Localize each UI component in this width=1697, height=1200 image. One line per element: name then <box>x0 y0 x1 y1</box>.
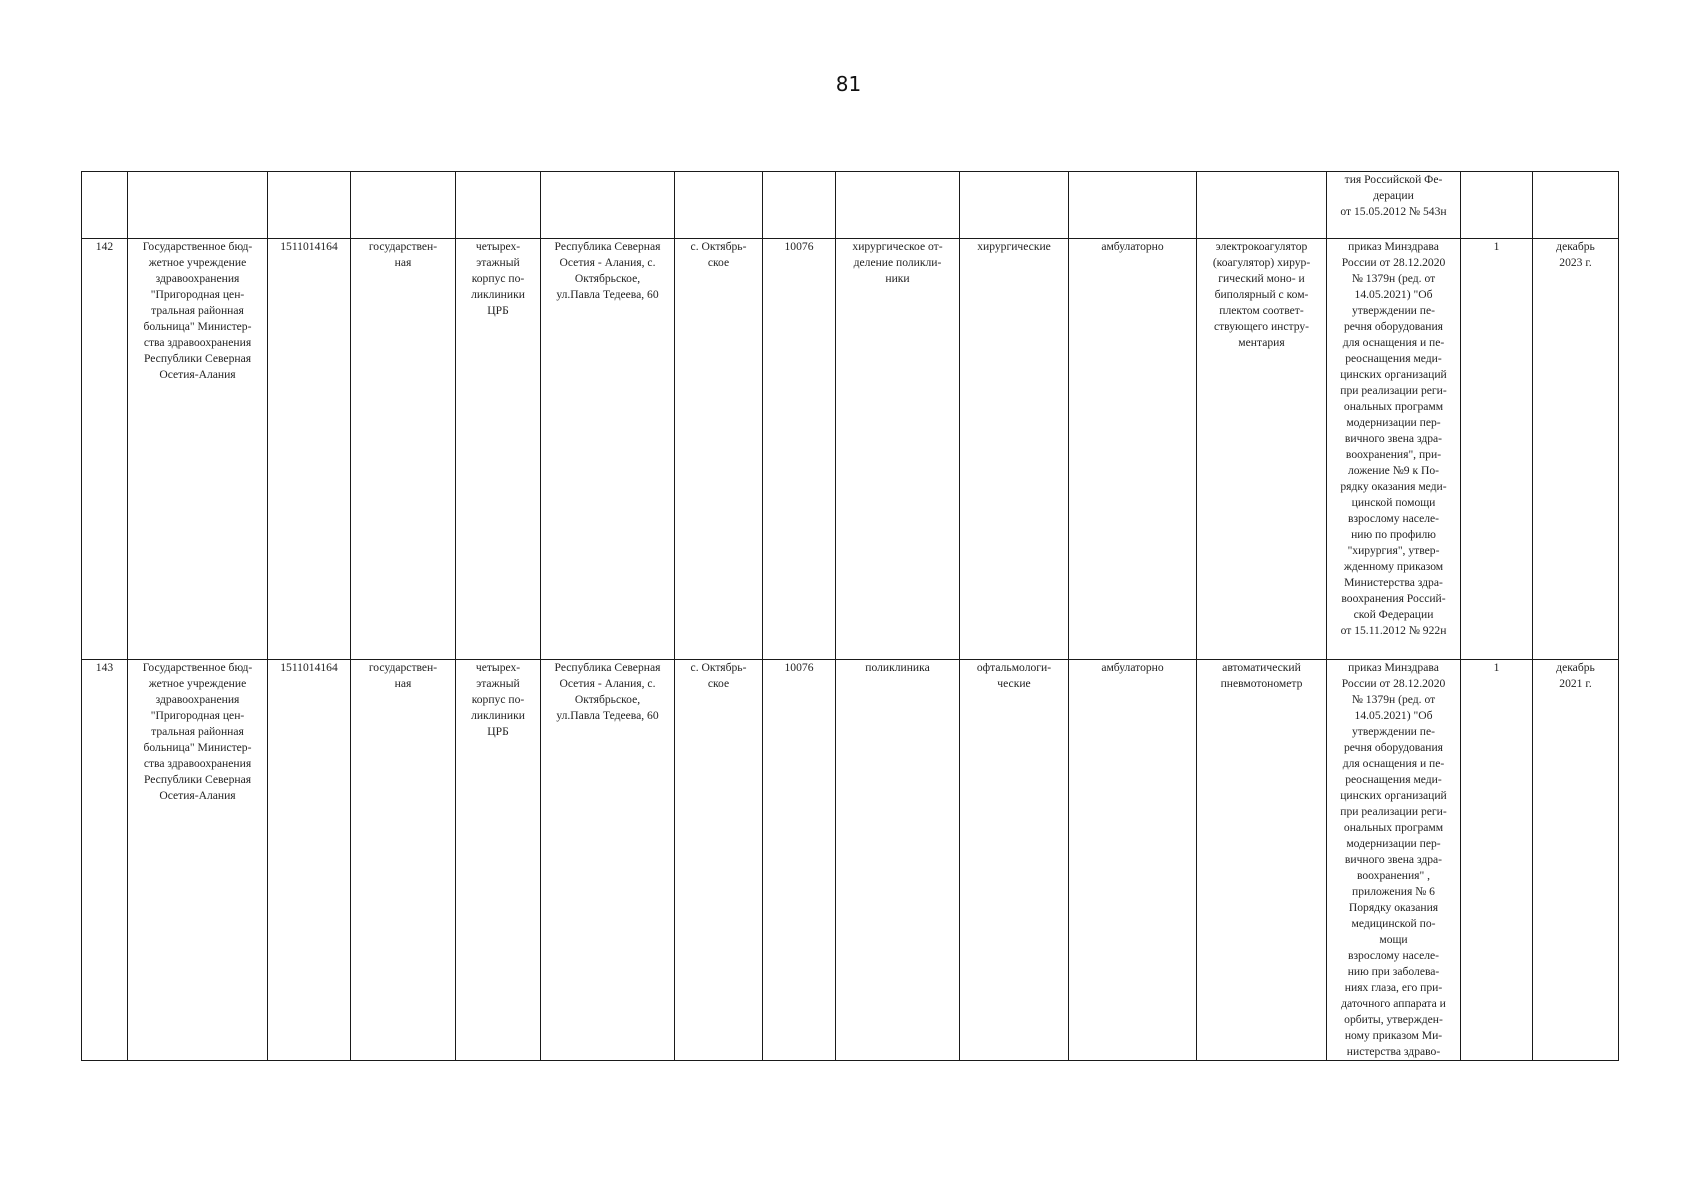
table-row <box>82 239 1619 660</box>
cell-address <box>541 172 675 239</box>
cell-legal-basis: приказ Минздрава России от 28.12.2020 № 1379н (ред. от 14.05.2021) "Об утверждении пе- речня оборудования для оснащения и пе- реоснащения меди- цинских организаций при реализации реги- ональных программ модернизации пер- вичного звена здра- воохранения", при- ложение №9 к По- рядку оказания меди- цинской помощи взрослому населе- нию по профилю "хирургия", утвер- жденному приказом Министерства здра- воохранения Россий- ской Федерации от 15.11.2012 № 922н <box>1327 239 1461 660</box>
table-row <box>82 660 1619 1061</box>
table-row-continuation <box>82 172 1619 239</box>
cell-legal-basis: тия Российской Фе- дерации от 15.05.2012 № 543н <box>1327 172 1461 239</box>
cell-legal-basis: приказ Минздрава России от 28.12.2020 № 1379н (ред. от 14.05.2021) "Об утверждении пе- речня оборудования для оснащения и пе- реоснащения меди- цинских организаций при реализации реги- ональных программ модернизации пер- вичного звена здра- воохранения" , приложения № 6 Порядку оказания медицинской по- мощи взрослому населе- нию при заболева- ниях глаза, его при- даточного аппарата и орбиты, утвержден- ному приказом Ми- нистерства здраво- <box>1327 660 1461 1061</box>
cell-care-conditions: амбулаторно <box>1069 660 1197 1061</box>
cell-address: Республика Северная Осетия - Алания, с. Октябрьское, ул.Павла Тедеева, 60 <box>541 660 675 1061</box>
cell-building: четырех- этажный корпус по- ликлиники ЦРБ <box>456 239 541 660</box>
cell-num <box>82 172 128 239</box>
cell-quantity <box>1461 172 1533 239</box>
cell-num: 143 <box>82 660 128 1061</box>
cell-population: 10076 <box>763 660 836 1061</box>
cell-deadline <box>1533 172 1619 239</box>
cell-care-conditions <box>1069 172 1197 239</box>
cell-address: Республика Северная Осетия - Алания, с. Октябрьское, ул.Павла Тедеева, 60 <box>541 239 675 660</box>
cell-department: поликлиника <box>836 660 960 1061</box>
cell-inn <box>268 172 351 239</box>
cell-deadline: декабрь 2023 г. <box>1533 239 1619 660</box>
cell-population <box>763 172 836 239</box>
cell-deadline: декабрь 2021 г. <box>1533 660 1619 1061</box>
cell-settlement: с. Октябрь- ское <box>675 660 763 1061</box>
cell-organization: Государственное бюд- жетное учреждение здравоохранения "Пригородная цен- тральная районная больница" Министер- ства здравоохранения Республики Северная Осетия-Алания <box>128 239 268 660</box>
cell-department: хирургическое от- деление поликли- ники <box>836 239 960 660</box>
cell-profile: хирургические <box>960 239 1069 660</box>
cell-care-conditions: амбулаторно <box>1069 239 1197 660</box>
cell-department <box>836 172 960 239</box>
cell-inn: 1511014164 <box>268 239 351 660</box>
cell-profile: офтальмологи- ческие <box>960 660 1069 1061</box>
cell-organization: Государственное бюд- жетное учреждение здравоохранения "Пригородная цен- тральная районная больница" Министер- ства здравоохранения Республики Северная Осетия-Алания <box>128 660 268 1061</box>
cell-building <box>456 172 541 239</box>
cell-quantity: 1 <box>1461 239 1533 660</box>
cell-equipment: автоматический пневмотонометр <box>1197 660 1327 1061</box>
cell-building: четырех- этажный корпус по- ликлиники ЦРБ <box>456 660 541 1061</box>
cell-equipment: электрокоагулятор (коагулятор) хирур- гический моно- и биполярный с ком- плектом соответ- ствующего инстру- ментария <box>1197 239 1327 660</box>
cell-profile <box>960 172 1069 239</box>
cell-ownership: государствен- ная <box>351 660 456 1061</box>
cell-inn: 1511014164 <box>268 660 351 1061</box>
cell-population: 10076 <box>763 239 836 660</box>
cell-num: 142 <box>82 239 128 660</box>
cell-organization <box>128 172 268 239</box>
cell-quantity: 1 <box>1461 660 1533 1061</box>
page-number: 81 <box>835 72 862 96</box>
cell-settlement <box>675 172 763 239</box>
cell-ownership <box>351 172 456 239</box>
cell-settlement: с. Октябрь- ское <box>675 239 763 660</box>
equipment-table <box>81 171 1619 1061</box>
cell-ownership: государствен- ная <box>351 239 456 660</box>
cell-equipment <box>1197 172 1327 239</box>
